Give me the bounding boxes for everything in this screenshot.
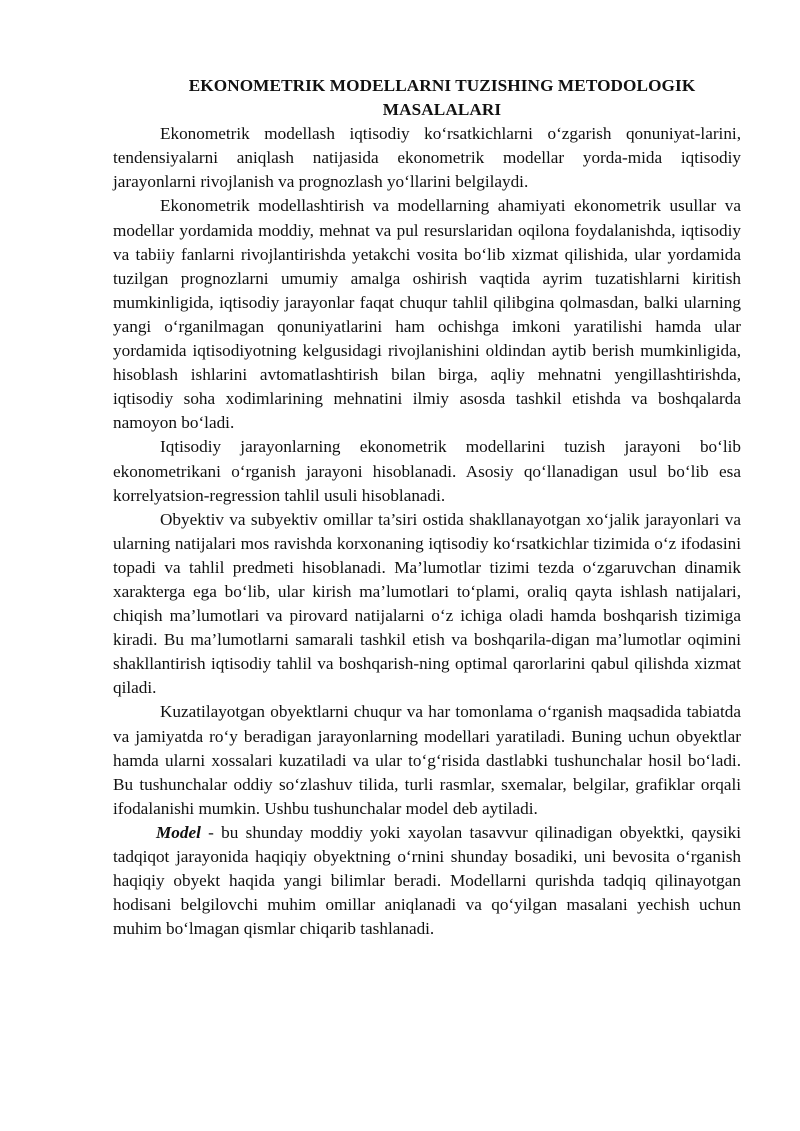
paragraph-model-definition xyxy=(113,821,741,941)
model-term: Model xyxy=(156,822,201,842)
paragraph-observation: Kuzatilayotgan obyektlarni chuqur va har tomonlama o‘rganish maqsadida tabiatda va jamiyatda ro‘y beradigan jarayonlarning modellari yaratiladi. Buning uchun obyektlar hamda ularni xossalari kuzatiladi va ular to‘g‘risida dastlabki tushunchalar hosil bo‘ladi. Bu tushunchalar oddiy so‘zlashuv tilida, turli rasmlar, sxemalar, belgilar, grafiklar orqali ifodalanishi mumkin. Ushbu tushunchalar model deb aytiladi. xyxy=(113,702,741,818)
model-definition-text: - bu shunday moddiy yoki xayolan tasavvur qilinadigan obyektki, qaysiki tadqiqot jarayonida haqiqiy obyektning o‘rnini shunday bosadiki, uni bevosita o‘rganish haqiqiy obyekt haqida yangi bilimlar beradi. Modellarni qurishda tadqiq qilinayotgan hodisani belgilovchi muhim omillar aniqlanadi va qo‘yilgan masalani yechish uchun muhim bo‘lmagan qismlar chiqarib tashlanadi. xyxy=(113,822,741,939)
paragraph-factors: Obyektiv va subyektiv omillar ta’siri ostida shakllanayotgan xo‘jalik jarayonlari va ularning natijalari mos ravishda korxonaning iqtisodiy ko‘rsatkichlar tizimida o‘z ifodasini topadi va tahlil predmeti hisoblanadi. Ma’lumotlar tizimi tezda o‘zgaruvchan dinamik xarakterga ega bo‘lib, ular kirish ma’lumotlari to‘plami, oraliq qayta ishlash natijalari, chiqish ma’lumotlari va pirovard natijalarni o‘z ichiga oladi hamda boshqarish tizimiga kiradi. Bu ma’lumotlarni samarali tashkil etish va boshqarila-digan ma’lumotlar oqimini shakllantirish iqtisodiy tahlil va boshqarish-ning optimal qarorlarini qabul qilishda xizmat qiladi. xyxy=(113,509,741,698)
paragraph-process: Iqtisodiy jarayonlarning ekonometrik modellarini tuzish jarayoni bo‘lib ekonometrikani o‘rganish jarayoni hisoblanadi. Asosiy qo‘llanadigan usul bo‘lib esa korrelyatsion-regression tahlil usuli hisoblanadi. xyxy=(113,437,741,505)
paragraph-modelling-importance: Ekonometrik modellashtirish va modellarning ahamiyati ekonometrik usullar va modellar yordamida moddiy, mehnat va pul resurslaridan oqilona foydalanishda, iqtisodiy va tabiiy fanlarni rivojlantirishda yetakchi vosita bo‘lib xizmat qilishida, ular yordamida tuzilgan prognozlarni umumiy amalga oshirish vaqtida ayrim tuzatishlarni kiritish mumkinligida, iqtisodiy jarayonlar faqat chuqur tahlil qilibgina qolmasdan, balki ularning yangi o‘rganilmagan qonuniyatlarini ham ochishga imkoni yaratilishi hamda ular yordamida iqtisodiyotning kelgusidagi rivojlanishini oldindan aytib berish mumkinligida, hisoblash ishlarini avtomatlashtirish bilan birga, aqliy mehnatni yengillashtirishda, iqtisodiy soha xodimlarining mehnatini ilmiy asosda tashkil etishda va boshqalarda namoyon bo‘ladi. xyxy=(113,196,741,433)
paragraph-intro: Ekonometrik modellash iqtisodiy ko‘rsatkichlarni o‘zgarish qonuniyat-larini, tendensiyalarni aniqlash natijasida ekonometrik modellar yorda-mida iqtisodiy jarayonlarni rivojlanish va prognozlash yo‘llarini belgilaydi. xyxy=(113,124,741,192)
document-title: EKONOMETRIK MODELLARNI TUZISHING METODOLOGIK MASALALARI xyxy=(188,76,696,120)
document-page xyxy=(113,74,741,941)
